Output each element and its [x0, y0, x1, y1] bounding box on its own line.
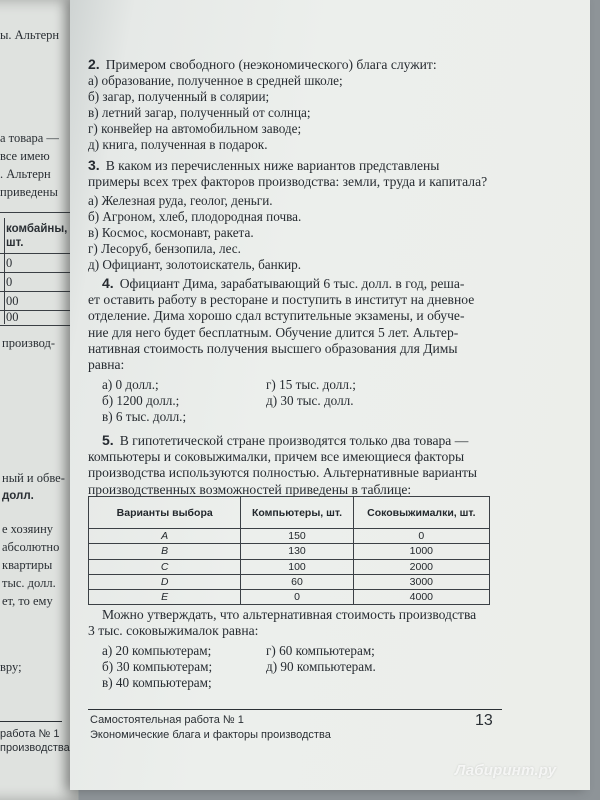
footer-work-title: Самостоятельная работа № 1: [90, 714, 244, 726]
left-fragment: комбайны,: [6, 223, 68, 235]
question-text: В каком из перечисленных ниже вариантов представлены: [105, 158, 440, 173]
left-footer-fragment: работа № 1: [0, 728, 60, 740]
left-fragment: ы. Альтерн: [0, 28, 60, 42]
table-cell: 2000: [353, 559, 489, 574]
left-table-rule: [0, 212, 70, 213]
question-text: производства используются полностью. Альтернативные варианты: [88, 465, 478, 481]
left-page-edge: [0, 0, 79, 800]
question-number: 2.: [88, 56, 100, 72]
table-cell: 0: [353, 529, 489, 544]
answer-column-left: [102, 377, 186, 425]
answer-option: в) летний загар, полученный от солнца;: [88, 104, 311, 120]
answer-options: [88, 643, 508, 707]
table-cell: 150: [241, 529, 353, 544]
question-number: 3.: [88, 157, 100, 173]
answer-option: а) 0 долл.;: [102, 377, 159, 393]
left-fragment: абсолютно: [2, 540, 60, 554]
table-row: [89, 529, 490, 544]
table-cell: 4000: [353, 590, 489, 605]
question-title: [88, 432, 508, 449]
left-footer-fragment: производства: [0, 742, 70, 754]
answer-option: в) Космос, космонавт, ракета.: [88, 225, 254, 241]
table-cell: E: [89, 590, 241, 605]
page-number: 13: [475, 712, 493, 729]
table-cell: 100: [241, 559, 353, 574]
right-page: [70, 0, 590, 790]
question-text: нативная стоимость получения высшего образования для Димы: [88, 340, 458, 356]
question-text: Официант Дима, зарабатывающий 6 тыс. долл. в год, реша-: [119, 276, 465, 291]
question-text: 3 тыс. соковыжималок равна:: [88, 623, 259, 639]
question-5: [88, 432, 508, 498]
table-cell: 60: [241, 574, 353, 589]
answer-option: а) Железная руда, геолог, деньги.: [88, 193, 273, 209]
question-title: [88, 275, 508, 292]
answer-column-right: [266, 643, 376, 675]
answer-option: б) 30 компьютерам;: [102, 659, 213, 675]
left-fragment: 00: [6, 310, 19, 324]
question-title: [88, 57, 508, 73]
answer-option: а) 20 компьютерам;: [102, 643, 212, 659]
left-table-rule: [0, 272, 70, 273]
table-row: [89, 590, 490, 605]
left-table-vrule: [4, 218, 5, 324]
left-fragment: тыс. долл.: [2, 576, 56, 590]
question-text: ет оставить работу в ресторане и поступить в институт на дневное: [88, 292, 475, 308]
watermark: Лабиринт.ру: [455, 762, 557, 779]
question-text: производственных возможностей приведены в таблице:: [88, 481, 412, 497]
left-fragment: квартиры: [2, 558, 53, 572]
answer-option: б) 1200 долл.;: [102, 393, 180, 409]
table-header: Варианты выбора: [89, 497, 241, 529]
question-text: В гипотетической стране производятся только два товара —: [119, 433, 469, 448]
question-5-followup: [88, 607, 508, 707]
answer-option: д) Официант, золотоискатель, банкир.: [88, 257, 302, 273]
left-fragment: а товара —: [0, 131, 59, 145]
answer-option: д) 90 компьютерам.: [266, 659, 376, 675]
answer-option: б) загар, полученный в солярии;: [88, 88, 270, 104]
left-table-rule: [0, 253, 70, 254]
table-cell: 130: [241, 544, 353, 559]
left-fragment: ет, то ему: [2, 594, 53, 608]
production-possibilities-table: [88, 496, 490, 605]
answer-option: д) книга, полученная в подарок.: [88, 136, 268, 152]
left-fragment: все имею: [0, 149, 50, 163]
footer-topic: Экономические блага и факторы производства: [90, 729, 331, 741]
table-cell: A: [89, 529, 241, 544]
table-cell: B: [89, 544, 241, 559]
answer-option: г) конвейер на автомобильном заводе;: [88, 120, 302, 136]
question-4: [88, 275, 508, 441]
left-table-rule: [0, 325, 70, 326]
left-fragment: 0: [6, 256, 13, 270]
left-fragment: долл.: [2, 490, 34, 502]
question-number: 5.: [102, 432, 114, 448]
answer-column-left: [102, 643, 212, 691]
table-cell: 1000: [353, 544, 489, 559]
left-fragment: . Альтерн: [0, 167, 51, 181]
table-row: [89, 574, 490, 589]
table-cell: C: [89, 559, 241, 574]
footer-rule: [88, 709, 502, 710]
answer-option: в) 40 компьютерам;: [102, 675, 212, 691]
answer-option: г) 15 тыс. долл.;: [266, 377, 356, 393]
question-2: [88, 57, 508, 153]
table-row: [89, 544, 490, 559]
left-fragment: 0: [6, 275, 13, 289]
table-header: Соковыжималки, шт.: [353, 497, 489, 529]
question-text: Примером свободного (неэкономического) блага служит:: [105, 57, 437, 72]
answer-option: а) образование, полученное в средней школе;: [88, 72, 343, 88]
question-text: ние для него будет бесплатным. Обучение длится 5 лет. Альтер-: [88, 324, 459, 340]
answer-option: г) 60 компьютерам;: [266, 643, 375, 659]
question-text: отделение. Дима хорошо сдал вступительные экзамены, и обуче-: [88, 308, 465, 324]
table-cell: D: [89, 574, 241, 589]
left-fragment: ный и обве-: [2, 471, 65, 485]
left-fragment: е хозяину: [2, 522, 54, 536]
left-fragment: приведены: [0, 185, 58, 199]
answer-option: д) 30 тыс. долл.: [266, 393, 354, 409]
left-table-rule: [0, 291, 70, 292]
question-3: [88, 158, 508, 273]
answer-option: г) Лесоруб, бензопила, лес.: [88, 241, 241, 257]
question-text: компьютеры и соковыжималки, причем все имеющиеся факторы: [88, 449, 465, 465]
answer-option: б) Агроном, хлеб, плодородная почва.: [88, 209, 302, 225]
left-fragment: вру;: [0, 660, 22, 674]
table-cell: 0: [241, 590, 353, 605]
left-fragment: производ-: [2, 336, 56, 350]
question-number: 4.: [102, 275, 114, 291]
question-title: [88, 158, 508, 174]
answer-option: в) 6 тыс. долл.;: [102, 409, 187, 425]
left-fragment: 00: [6, 294, 19, 308]
answer-column-right: [266, 377, 356, 409]
table-header: Компьютеры, шт.: [241, 497, 353, 529]
question-text: равна:: [88, 357, 125, 373]
question-text: примеры всех трех факторов производства: земли, труда и капитала?: [88, 173, 488, 189]
left-fragment: шт.: [6, 237, 24, 249]
table-row: [89, 559, 490, 574]
table-cell: 3000: [353, 574, 489, 589]
left-footer-rule: [0, 721, 62, 722]
question-text: Можно утверждать, что альтернативная стоимость производства: [102, 607, 477, 622]
